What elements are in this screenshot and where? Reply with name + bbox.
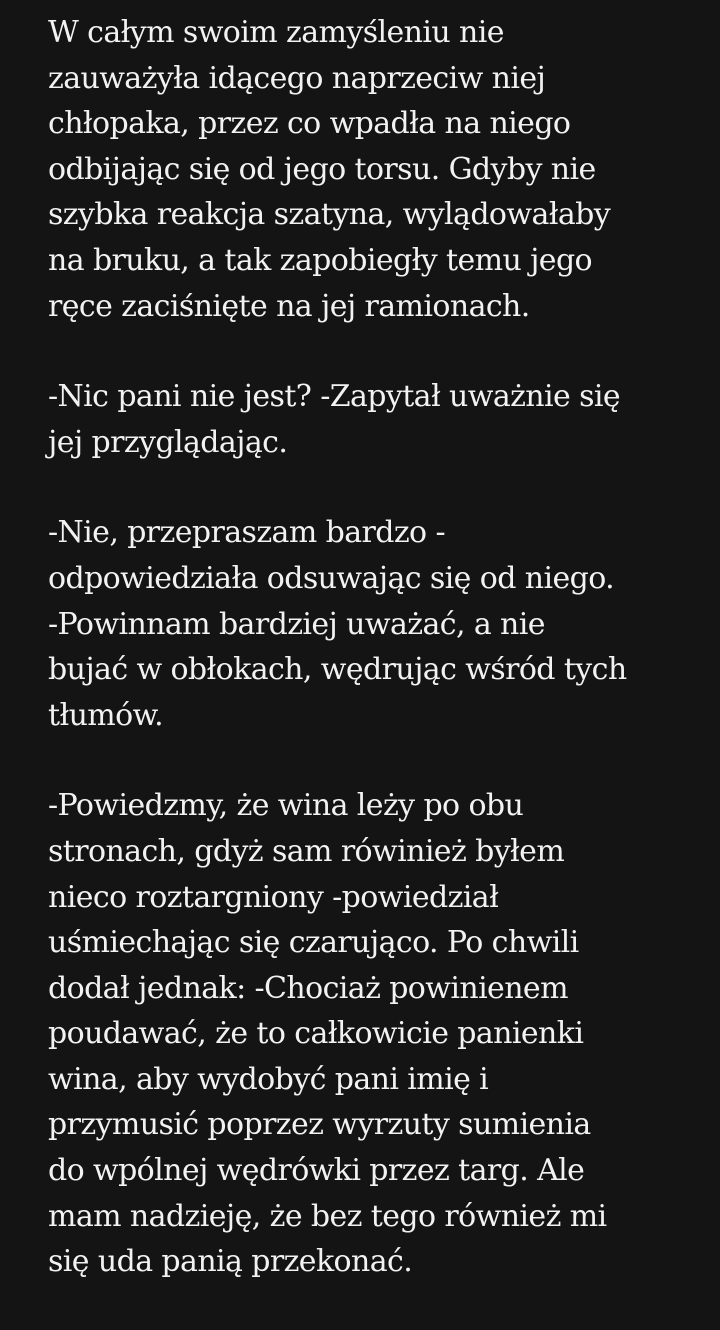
reader-text-area [48, 10, 688, 1330]
paragraph: -Nie, przepraszam bardzo - odpowiedziała odsuwając się od niego. -Powinnam bardziej uważać, a nie bujać w obłokach, wędrując wśród tych tłumów. [48, 515, 627, 733]
paragraph: -Nic pani nie jest? -Zapytał uważnie się jej przyglądając. [48, 379, 621, 460]
paragraph: W całym swoim zamyśleniu nie zauważyła idącego naprzeciw niej chłopaka, przez co wpadła na niego odbijając się od jego torsu. Gdyby nie szybka reakcja szatyna, wylądowałaby na bruku, a tak zapobiegły temu jego ręce zaciśnięte na jej ramionach. [48, 15, 611, 324]
paragraph: -Powiedzmy, że wina leży po obu stronach, gdyż sam rówinież byłem nieco roztargniony -powiedział uśmiechając się czarująco. Po chwili dodał jednak: -Chociaż powinienem poudawać, że to całkowicie panienki wina, aby wydobyć pani imię i przymusić poprzez wyrzuty sumienia do wpólnej wędrówki przez targ. Ale mam nadzieję, że bez tego również mi się uda panią przekonać. [48, 788, 607, 1280]
